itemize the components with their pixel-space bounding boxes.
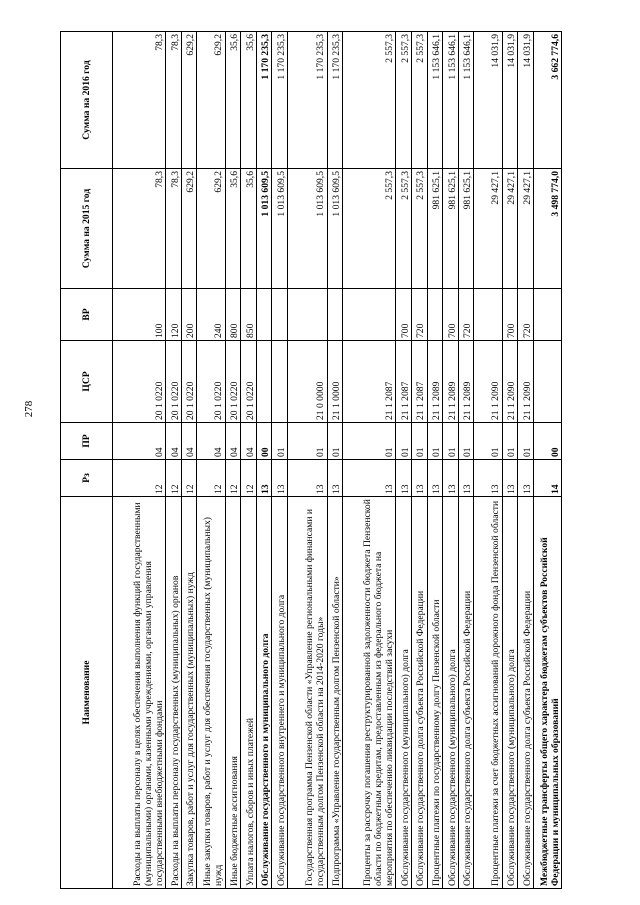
row-name-cell: Обслуживание государственного долга субъекта Российской Федерации — [458, 497, 474, 889]
row-sum-2015-cell: 1 013 609,5 — [288, 169, 328, 289]
row-vr-cell: 850 — [241, 289, 257, 341]
row-name-cell: Расходы на выплаты персоналу в целях обеспечения выполнения функций государственными (муниципальными) органами, казенными учреждениями, органами управления государственными внебюджетными фондами — [113, 497, 166, 889]
row-pr-cell: 01 — [502, 423, 518, 460]
row-name-cell: Иные закупки товаров, работ и услуг для обеспечения государственных (муниципальных) нужд — [197, 497, 225, 889]
row-csr-cell: 20 1 0220 — [166, 341, 182, 423]
row-sum-2016-cell: 78,3 — [166, 32, 182, 169]
row-pr-cell: 00 — [533, 423, 561, 460]
row-pr-cell: 04 — [113, 423, 166, 460]
row-sum-2016-cell: 1 170 235,3 — [327, 32, 343, 169]
row-pr-cell: 00 — [256, 423, 272, 460]
row-name-cell: Расходы на выплаты персоналу государственных (муниципальных) органов — [166, 497, 182, 889]
row-sum-2016-cell: 2 557,3 — [411, 32, 427, 169]
row-csr-cell: 20 1 0220 — [225, 341, 241, 423]
row-vr-cell: 720 — [518, 289, 534, 341]
row-sum-2015-cell: 2 557,3 — [343, 169, 396, 289]
row-pr-cell: 04 — [181, 423, 197, 460]
row-sum-2015-cell: 1 013 609,5 — [256, 169, 272, 289]
row-sum-2015-cell: 981 625,1 — [458, 169, 474, 289]
table-row — [502, 32, 518, 889]
row-rz-cell: 13 — [288, 460, 328, 497]
column-header-name: Наименование — [61, 497, 113, 889]
row-name-cell: Обслуживание государственного (муниципального) долга — [443, 497, 459, 889]
row-name-cell: Межбюджетные трансферты общего характера бюджетам субъектов Российской Федерации и муниципальных образований — [533, 497, 561, 889]
row-pr-cell: 01 — [343, 423, 396, 460]
row-rz-cell: 13 — [458, 460, 474, 497]
table-row — [181, 32, 197, 889]
row-pr-cell: 04 — [197, 423, 225, 460]
row-vr-cell: 120 — [166, 289, 182, 341]
row-vr-cell: 720 — [458, 289, 474, 341]
row-rz-cell: 13 — [474, 460, 502, 497]
rotated-page — [60, 32, 562, 889]
row-vr-cell — [327, 289, 343, 341]
row-name-cell: Подпрограмма «Управление государственным долгом Пензенской области» — [327, 497, 343, 889]
row-rz-cell: 13 — [443, 460, 459, 497]
row-pr-cell: 01 — [458, 423, 474, 460]
row-csr-cell: 21 1 2089 — [443, 341, 459, 423]
row-csr-cell: 21 1 2090 — [474, 341, 502, 423]
row-rz-cell: 12 — [241, 460, 257, 497]
row-sum-2016-cell: 629,2 — [181, 32, 197, 169]
row-csr-cell: 20 1 0220 — [113, 341, 166, 423]
table-row — [241, 32, 257, 889]
column-header-sum-2016: Сумма на 2016 год — [61, 32, 113, 169]
row-sum-2016-cell: 1 153 646,1 — [458, 32, 474, 169]
row-rz-cell: 12 — [113, 460, 166, 497]
row-sum-2016-cell: 3 662 774,6 — [533, 32, 561, 169]
table-header-row — [61, 32, 113, 889]
row-rz-cell: 13 — [256, 460, 272, 497]
row-name-cell: Обслуживание государственного внутреннего и муниципального долга — [272, 497, 288, 889]
row-rz-cell: 13 — [396, 460, 412, 497]
table-row — [518, 32, 534, 889]
row-pr-cell: 01 — [443, 423, 459, 460]
row-csr-cell — [533, 341, 561, 423]
row-csr-cell: 21 1 2087 — [343, 341, 396, 423]
table-row — [327, 32, 343, 889]
row-name-cell: Уплата налогов, сборов и иных платежей — [241, 497, 257, 889]
row-csr-cell: 21 1 2089 — [427, 341, 443, 423]
row-sum-2016-cell: 35,6 — [241, 32, 257, 169]
row-name-cell: Проценты за рассрочку погашения реструктурированной задолженности бюджета Пензенской области по бюджетным кредитам, предоставленным из федерального бюджета на мероприятия по обеспечению ликвидации последствий засухи — [343, 497, 396, 889]
row-rz-cell: 12 — [197, 460, 225, 497]
table-row — [396, 32, 412, 889]
row-rz-cell: 14 — [533, 460, 561, 497]
row-vr-cell: 200 — [181, 289, 197, 341]
table-row — [458, 32, 474, 889]
row-csr-cell: 20 1 0220 — [181, 341, 197, 423]
row-pr-cell: 01 — [272, 423, 288, 460]
row-rz-cell: 12 — [181, 460, 197, 497]
row-name-cell: Обслуживание государственного долга субъекта Российской Федерации — [518, 497, 534, 889]
column-header-csr: ЦСР — [61, 341, 113, 423]
table-row — [272, 32, 288, 889]
row-rz-cell: 13 — [518, 460, 534, 497]
table-row — [443, 32, 459, 889]
row-csr-cell: 21 1 2090 — [518, 341, 534, 423]
row-pr-cell: 04 — [166, 423, 182, 460]
row-pr-cell: 01 — [396, 423, 412, 460]
row-csr-cell: 21 0 0000 — [288, 341, 328, 423]
row-csr-cell: 21 1 2087 — [411, 341, 427, 423]
table-row — [343, 32, 396, 889]
row-rz-cell: 13 — [327, 460, 343, 497]
row-pr-cell: 04 — [225, 423, 241, 460]
column-header-pr: ПР — [61, 423, 113, 460]
row-vr-cell: 800 — [225, 289, 241, 341]
row-csr-cell — [256, 341, 272, 423]
row-vr-cell: 700 — [396, 289, 412, 341]
row-sum-2015-cell: 981 625,1 — [443, 169, 459, 289]
row-name-cell: Обслуживание государственного и муниципального долга — [256, 497, 272, 889]
row-csr-cell: 20 1 0220 — [241, 341, 257, 423]
row-sum-2016-cell: 14 031,9 — [518, 32, 534, 169]
row-sum-2015-cell: 78,3 — [113, 169, 166, 289]
table-row — [533, 32, 561, 889]
row-sum-2016-cell: 629,2 — [197, 32, 225, 169]
row-rz-cell: 13 — [272, 460, 288, 497]
table-row — [113, 32, 166, 889]
table-row — [474, 32, 502, 889]
row-sum-2016-cell: 1 170 235,3 — [288, 32, 328, 169]
row-csr-cell: 21 1 2087 — [396, 341, 412, 423]
table-row — [411, 32, 427, 889]
row-sum-2015-cell: 981 625,1 — [427, 169, 443, 289]
table-row — [256, 32, 272, 889]
row-sum-2015-cell: 29 427,1 — [474, 169, 502, 289]
row-sum-2015-cell: 2 557,3 — [396, 169, 412, 289]
row-csr-cell: 20 1 0220 — [197, 341, 225, 423]
row-sum-2016-cell: 14 031,9 — [502, 32, 518, 169]
row-name-cell: Иные бюджетные ассигнования — [225, 497, 241, 889]
row-pr-cell: 01 — [327, 423, 343, 460]
page-number: 278 — [23, 400, 35, 418]
row-name-cell: Государственная программа Пензенской области «Управление региональными финансами и государственным долгом Пензенской области на 2014-2020 годы» — [288, 497, 328, 889]
row-sum-2016-cell: 2 557,3 — [343, 32, 396, 169]
row-sum-2016-cell: 1 153 646,1 — [427, 32, 443, 169]
row-pr-cell: 01 — [518, 423, 534, 460]
row-sum-2016-cell: 78,3 — [113, 32, 166, 169]
row-rz-cell: 13 — [343, 460, 396, 497]
row-sum-2016-cell: 1 170 235,3 — [272, 32, 288, 169]
row-sum-2016-cell: 1 153 646,1 — [443, 32, 459, 169]
row-sum-2015-cell: 629,2 — [197, 169, 225, 289]
row-csr-cell: 21 1 2089 — [458, 341, 474, 423]
row-pr-cell: 04 — [241, 423, 257, 460]
row-sum-2015-cell: 2 557,3 — [411, 169, 427, 289]
row-sum-2015-cell: 1 013 609,5 — [272, 169, 288, 289]
row-rz-cell: 12 — [225, 460, 241, 497]
row-sum-2016-cell: 35,6 — [225, 32, 241, 169]
row-name-cell: Обслуживание государственного (муниципального) долга — [396, 497, 412, 889]
row-vr-cell — [474, 289, 502, 341]
table-row — [197, 32, 225, 889]
row-rz-cell: 13 — [427, 460, 443, 497]
row-sum-2016-cell: 14 031,9 — [474, 32, 502, 169]
row-sum-2015-cell: 78,3 — [166, 169, 182, 289]
row-vr-cell — [533, 289, 561, 341]
table-row — [225, 32, 241, 889]
row-vr-cell — [256, 289, 272, 341]
row-vr-cell — [288, 289, 328, 341]
row-pr-cell: 01 — [474, 423, 502, 460]
row-name-cell: Процентные платежи по государственному долгу Пензенской области — [427, 497, 443, 889]
row-vr-cell — [343, 289, 396, 341]
table-row — [166, 32, 182, 889]
row-sum-2015-cell: 29 427,1 — [518, 169, 534, 289]
table-row — [288, 32, 328, 889]
row-sum-2015-cell: 35,6 — [241, 169, 257, 289]
row-vr-cell — [272, 289, 288, 341]
row-vr-cell: 700 — [502, 289, 518, 341]
row-name-cell: Обслуживание государственного (муниципального) долга — [502, 497, 518, 889]
column-header-rz: Рз — [61, 460, 113, 497]
row-vr-cell: 240 — [197, 289, 225, 341]
column-header-sum-2015: Сумма на 2015 год — [61, 169, 113, 289]
row-name-cell: Обслуживание государственного долга субъекта Российской Федерации — [411, 497, 427, 889]
row-csr-cell — [272, 341, 288, 423]
row-pr-cell: 01 — [427, 423, 443, 460]
row-sum-2015-cell: 35,6 — [225, 169, 241, 289]
row-rz-cell: 13 — [411, 460, 427, 497]
row-csr-cell: 21 1 2090 — [502, 341, 518, 423]
row-pr-cell: 01 — [288, 423, 328, 460]
column-header-vr: ВР — [61, 289, 113, 341]
row-sum-2015-cell: 1 013 609,5 — [327, 169, 343, 289]
row-vr-cell — [427, 289, 443, 341]
row-pr-cell: 01 — [411, 423, 427, 460]
row-name-cell: Процентные платежи за счет бюджетных ассигнований дорожного фонда Пензенской области — [474, 497, 502, 889]
row-vr-cell: 100 — [113, 289, 166, 341]
row-sum-2015-cell: 629,2 — [181, 169, 197, 289]
row-sum-2015-cell: 29 427,1 — [502, 169, 518, 289]
row-rz-cell: 13 — [502, 460, 518, 497]
row-sum-2016-cell: 2 557,3 — [396, 32, 412, 169]
row-vr-cell: 700 — [443, 289, 459, 341]
table-row — [427, 32, 443, 889]
row-vr-cell: 720 — [411, 289, 427, 341]
row-csr-cell: 21 1 0000 — [327, 341, 343, 423]
row-sum-2015-cell: 3 498 774,0 — [533, 169, 561, 289]
row-name-cell: Закупка товаров, работ и услуг для государственных (муниципальных) нужд — [181, 497, 197, 889]
row-rz-cell: 12 — [166, 460, 182, 497]
budget-table — [60, 31, 562, 889]
row-sum-2016-cell: 1 170 235,3 — [256, 32, 272, 169]
